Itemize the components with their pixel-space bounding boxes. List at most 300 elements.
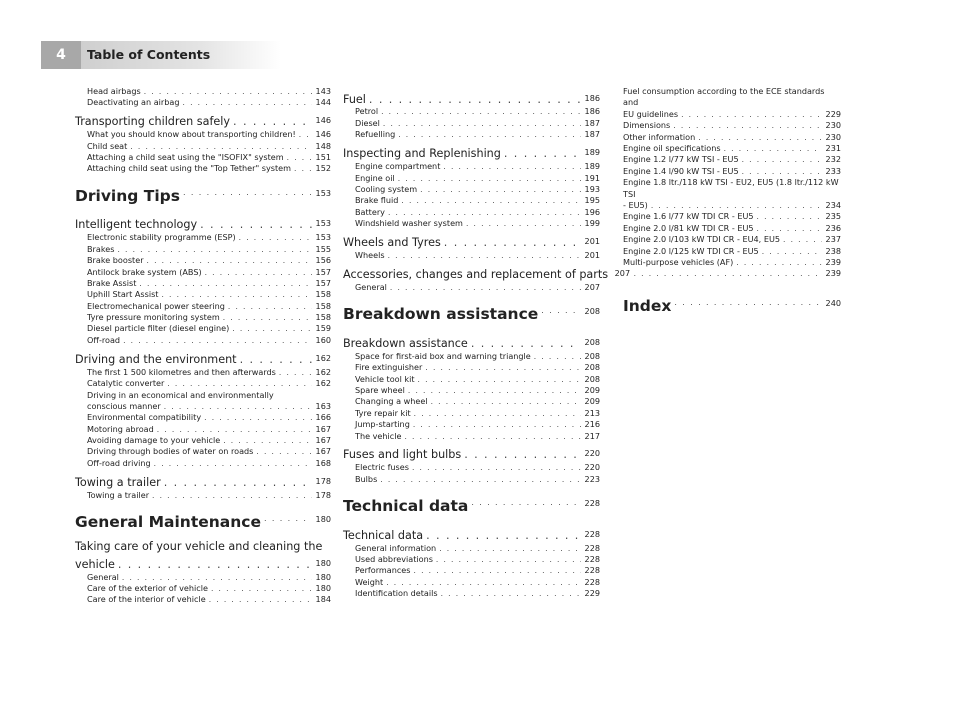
leader-dots [223,435,312,446]
toc-entry[interactable] [75,111,331,130]
toc-entry[interactable] [343,444,600,463]
leader-dots [287,152,312,163]
toc-entry[interactable] [75,214,331,233]
leader-dots [443,161,581,172]
toc-entry-title: Tyre pressure monitoring system [87,312,220,323]
toc-entry[interactable] [343,173,600,184]
toc-entry-title: Engine 1.8 ltr./118 kW TSI - EU2, EU5 (1.8 ltr./112 kW TSI [623,177,839,199]
toc-entry-title: Wheels [355,250,385,260]
toc-page-number: 234 [825,199,841,210]
toc-page-number: 187 [584,117,600,128]
toc-entry-title: Towing a trailer [75,475,161,489]
toc-page-number: 235 [825,211,841,222]
toc-page-number: 146 [315,129,331,140]
toc-entry[interactable] [343,543,600,554]
leader-dots [408,385,581,396]
leader-dots [431,396,581,407]
leader-dots [122,572,312,583]
toc-entry[interactable] [75,390,331,413]
leader-dots [464,448,581,461]
toc-page-number: 238 [825,245,841,256]
toc-entry-title: Engine compartment [355,161,441,172]
leader-dots [167,378,312,389]
toc-entry-title: General [355,281,387,292]
toc-entry-title: Dimensions [623,120,671,131]
toc-column-3 [623,86,841,324]
toc-entry[interactable] [343,408,600,419]
toc-entry[interactable] [623,294,841,317]
toc-section-heading: Driving Tips [75,186,180,205]
toc-entry-title: Battery [355,206,385,217]
toc-entry-title: Engine 2.0 l/81 kW TDI CR - EU5 [623,222,754,233]
toc-entry[interactable] [343,232,600,251]
toc-page-number: 228 [584,542,600,553]
toc-entry-title: Environmental compatibility [87,412,202,423]
toc-entry-title: Diesel [355,117,380,128]
toc-entry[interactable] [343,129,600,140]
toc-entry[interactable] [75,572,331,583]
toc-entry-title: Jump-starting [355,419,410,430]
toc-entry-title: Performances [355,565,411,576]
toc-section-heading: Index [623,296,672,315]
toc-page-number: 184 [315,594,331,605]
toc-page-number: 157 [315,277,331,288]
toc-entry[interactable] [75,412,331,423]
leader-dots [264,508,312,533]
leader-dots [205,267,312,278]
toc-entry[interactable] [623,211,841,222]
toc-page-number: 233 [825,165,841,176]
toc-entry[interactable] [343,419,600,430]
toc-page-number: 228 [584,528,600,539]
toc-page-number: 228 [584,498,600,509]
toc-entry-title: Care of the exterior of vehicle [87,583,208,594]
leader-dots [401,195,581,206]
toc-entry-title: The vehicle [355,430,402,441]
toc-entry[interactable] [623,166,841,177]
toc-entry[interactable] [343,462,600,473]
toc-page-number: 228 [584,576,600,587]
toc-entry-title: What you should know about transporting children! [87,129,296,140]
toc-entry-title: Motoring abroad [87,423,154,434]
toc-page-number: 196 [584,206,600,217]
toc-entry[interactable] [75,255,331,266]
toc-page-number: 230 [825,131,841,142]
toc-entry-title-continued: conscious manner [87,400,161,411]
toc-entry-title: Multi-purpose vehicles (AF) [623,256,734,267]
toc-entry-title: Engine 1.2 l/77 kW TSI - EU5 [623,154,739,165]
page-header [41,41,941,69]
toc-page-number: 191 [584,172,600,183]
leader-dots [144,86,312,97]
toc-page-number: 228 [584,565,600,576]
toc-entry[interactable] [75,86,331,97]
leader-dots [147,255,312,266]
toc-page-number: 162 [315,366,331,377]
toc-entry[interactable] [75,594,331,605]
toc-entry-title: Fuses and light bulbs [343,448,462,462]
toc-entry-title: Tyre repair kit [355,407,411,418]
toc-entry[interactable] [75,323,331,334]
toc-entry-title: Windshield washer system [355,218,463,229]
toc-entry-title: Care of the interior of vehicle [87,594,206,605]
toc-entry-title: Attaching child seat using the "Top Tether" system [87,163,292,174]
toc-entry[interactable] [75,348,331,367]
toc-entry[interactable] [343,577,600,588]
toc-entry-title: Electric fuses [355,462,409,473]
toc-entry[interactable] [343,184,600,195]
toc-column-1 [75,86,331,606]
leader-dots [398,129,581,140]
toc-column-2 [343,86,631,600]
toc-entry-title: Identification details [355,588,438,599]
toc-page-number: 143 [315,85,331,96]
toc-page-number: 153 [315,218,331,229]
toc-entry[interactable] [343,431,600,442]
toc-page-number: 217 [584,430,600,441]
toc-entry-title: Towing a trailer [87,489,150,500]
toc-entry[interactable] [343,332,600,351]
leader-dots [152,490,312,501]
leader-dots [211,583,312,594]
leader-dots [123,335,312,346]
leader-dots [412,462,581,473]
toc-page-number: 168 [315,457,331,468]
toc-entry[interactable] [75,367,331,378]
toc-page-number: 229 [825,108,841,119]
toc-entry-title: The first 1 500 kilometres and then afterwards [87,366,276,377]
leader-dots [626,268,822,279]
toc-page-number: 209 [584,384,600,395]
toc-entry[interactable] [75,583,331,594]
leader-dots [200,218,312,231]
toc-entry-title: Intelligent technology [75,218,198,232]
toc-page-number: 152 [315,163,331,174]
toc-entry[interactable] [343,263,631,282]
leader-dots [698,132,822,143]
toc-entry-title: Electronic stability programme (ESP) [87,232,236,243]
leader-dots [762,246,822,257]
leader-dots [388,207,581,218]
toc-page-number: 180 [315,514,331,525]
leader-dots [299,129,312,140]
toc-entry-title: Used abbreviations [355,554,433,565]
toc-entry[interactable] [343,107,600,118]
toc-entry[interactable] [75,458,331,469]
toc-entry-title: Antilock brake system (ABS) [87,266,202,277]
leader-dots [441,588,581,599]
toc-entry-title: Fuel [343,92,366,106]
toc-entry[interactable] [623,177,841,211]
toc-entry-title: Changing a wheel [355,396,428,407]
toc-entry-title-continued: vehicle [75,557,115,571]
leader-dots [398,173,581,184]
leader-dots [742,166,822,177]
toc-page-number: 236 [825,222,841,233]
toc-entry-title: Driving and the environment [75,352,237,366]
toc-page-number: 178 [315,489,331,500]
toc-entry[interactable] [623,86,841,120]
toc-page-number: 207 [584,281,600,292]
toc-entry-title: Driving through bodies of water on roads [87,446,254,457]
toc-section-heading: General Maintenance [75,513,261,532]
toc-page-number: 167 [315,446,331,457]
leader-dots [228,301,312,312]
toc-page-number: 208 [584,350,600,361]
toc-page-number: 209 [584,396,600,407]
toc-page-number: 158 [315,312,331,323]
toc-entry[interactable] [343,362,600,373]
leader-dots [413,419,581,430]
toc-entry-title: General information [355,542,437,553]
toc-page-number: 239 [825,268,841,279]
leader-dots [157,424,312,435]
toc-entry-title: General [87,571,119,582]
toc-page-number: 223 [584,473,600,484]
toc-page-number: 199 [584,218,600,229]
toc-page-number: 208 [584,306,600,317]
toc-entry[interactable] [623,246,841,257]
toc-page-number: 156 [315,255,331,266]
toc-page-number: 148 [315,140,331,151]
toc-entry[interactable] [623,120,841,131]
leader-dots [117,244,312,255]
leader-dots [294,163,312,174]
toc-page-number: 166 [315,412,331,423]
toc-entry[interactable] [623,268,841,279]
toc-entry[interactable] [75,163,331,174]
toc-entry-title: Catalytic converter [87,378,165,389]
toc-page-number: 167 [315,423,331,434]
toc-entry-title: Breakdown assistance [343,336,468,350]
toc-page-number: 228 [584,554,600,565]
toc-page-number: 160 [315,334,331,345]
toc-page-number: 180 [315,571,331,582]
toc-entry[interactable] [343,161,600,172]
leader-dots [279,367,312,378]
toc-entry[interactable] [75,471,331,490]
toc-entry[interactable] [343,143,600,162]
toc-entry[interactable] [75,490,331,501]
leader-dots [504,147,581,160]
toc-entry[interactable] [343,474,600,485]
toc-entry[interactable] [623,223,841,234]
leader-dots [674,292,822,317]
leader-dots [139,278,312,289]
leader-dots [164,476,312,489]
toc-entry[interactable] [75,232,331,243]
toc-entry[interactable] [623,154,841,165]
toc-entry[interactable] [75,289,331,300]
toc-entry-title: Uphill Start Assist [87,289,159,300]
toc-entry-title: Avoiding damage to your vehicle [87,435,221,446]
toc-entry-title: Engine 1.4 l/90 kW TSI - EU5 [623,165,739,176]
toc-page-number: 186 [584,106,600,117]
toc-page-number: 216 [584,419,600,430]
toc-entry[interactable] [75,335,331,346]
toc-entry-title: Brakes [87,243,115,254]
toc-entry-title: Cooling system [355,183,418,194]
toc-entry-title: Off-road driving [87,457,151,468]
leader-dots [724,143,822,154]
toc-page-number: 180 [315,557,331,568]
toc-entry[interactable] [623,132,841,143]
toc-entry[interactable] [343,396,600,407]
toc-entry[interactable] [343,250,600,261]
toc-entry-title: Inspecting and Replenishing [343,147,501,161]
toc-page-number: 232 [825,154,841,165]
toc-entry[interactable] [75,244,331,255]
toc-page-number: 186 [584,92,600,103]
leader-dots [161,289,312,300]
toc-entry-title-continued: - EU5) [623,199,648,210]
leader-dots [390,282,581,293]
toc-entry[interactable] [75,540,331,572]
leader-dots [233,115,312,128]
toc-entry[interactable] [623,257,841,268]
toc-entry[interactable] [75,152,331,163]
toc-entry[interactable] [343,207,600,218]
toc-entry[interactable] [75,424,331,435]
toc-entry[interactable] [343,374,600,385]
toc-entry-title: Attaching a child seat using the "ISOFIX" system [87,152,284,163]
page-title: Table of Contents [87,47,211,62]
leader-dots [681,109,822,120]
toc-entry[interactable] [343,494,600,517]
leader-dots [209,594,312,605]
toc-section-heading: Technical data [343,497,469,516]
toc-entry[interactable] [343,554,600,565]
leader-dots [783,234,822,245]
toc-page-number: 144 [315,97,331,108]
leader-dots [239,232,312,243]
toc-entry-title: Transporting children safely [75,115,231,129]
toc-page-number: 229 [584,588,600,599]
leader-dots [383,118,581,129]
toc-page-number: 231 [825,142,841,153]
leader-dots [757,223,822,234]
toc-page-number: 220 [584,448,600,459]
toc-entry[interactable] [75,378,331,389]
toc-entry[interactable] [343,118,600,129]
toc-entry-title: Accessories, changes and replacement of parts [343,267,609,281]
leader-dots [369,93,581,106]
toc-entry[interactable] [343,385,600,396]
toc-page-number: 208 [584,373,600,384]
leader-dots [439,543,581,554]
toc-entry[interactable] [623,143,841,154]
toc-page-number: 230 [825,120,841,131]
toc-entry[interactable] [75,278,331,289]
toc-page-number: 180 [315,583,331,594]
toc-page-number: 193 [584,183,600,194]
toc-entry[interactable] [75,301,331,312]
toc-page-number: 213 [584,407,600,418]
leader-dots [444,236,581,249]
toc-entry[interactable] [343,218,600,229]
toc-entry-title: Wheels and Tyres [343,236,441,250]
toc-entry-title: Petrol [355,106,379,117]
leader-dots [757,211,822,222]
toc-entry[interactable] [75,141,331,152]
toc-section-heading: Breakdown assistance [343,305,539,324]
toc-entry-title: Deactivating an airbag [87,97,180,108]
toc-entry-title: Vehicle tool kit [355,373,415,384]
toc-entry[interactable] [343,588,600,599]
toc-entry[interactable] [75,447,331,458]
leader-dots [426,529,581,542]
leader-dots [204,412,312,423]
toc-page-number: 158 [315,289,331,300]
toc-entry[interactable] [343,282,600,293]
leader-dots [471,337,581,350]
leader-dots [183,97,313,108]
toc-page-number: 146 [315,115,331,126]
toc-entry-title: Fire extinguisher [355,362,423,373]
toc-entry[interactable] [343,351,600,362]
toc-entry-title: Fuel consumption according to the ECE standards and [623,86,825,108]
toc-page-number: 237 [825,234,841,245]
toc-entry[interactable] [343,565,600,576]
toc-entry[interactable] [623,234,841,245]
toc-entry[interactable] [343,524,600,543]
toc-entry[interactable] [75,184,331,207]
toc-page-number: 159 [315,323,331,334]
toc-entry[interactable] [343,195,600,206]
toc-page-number: 162 [315,352,331,363]
toc-entry-title-continued: EU guidelines [623,108,679,119]
leader-dots [256,446,312,457]
toc-page-number: 201 [584,250,600,260]
toc-entry-title: Engine oil [355,172,395,183]
toc-entry-title: Diesel particle filter (diesel engine) [87,323,230,334]
toc-entry[interactable] [343,302,600,325]
toc-entry-title: Electromechanical power steering [87,300,225,311]
leader-dots [420,184,581,195]
leader-dots [380,474,581,485]
toc-entry[interactable] [75,129,331,140]
toc-entry-title: Child seat [87,140,128,151]
toc-entry-title: Other information [623,131,696,142]
toc-entry[interactable] [75,510,331,533]
toc-entry-title: Space for first-aid box and warning triangle [355,350,531,361]
toc-page-number: 163 [315,400,331,411]
leader-dots [466,218,581,229]
toc-entry-title: Engine 1.6 l/77 kW TDI CR - EU5 [623,211,754,222]
leader-dots [223,312,312,323]
leader-dots [404,431,581,442]
leader-dots [388,250,581,261]
toc-entry-title: Brake Assist [87,277,137,288]
toc-entry[interactable] [75,312,331,323]
toc-entry-title: Head airbags [87,85,141,96]
leader-dots [118,558,312,571]
page-number: 4 [41,41,81,69]
toc-entry[interactable] [75,97,331,108]
toc-entry[interactable] [75,435,331,446]
leader-dots [742,154,822,165]
toc-page-number: 208 [584,362,600,373]
leader-dots [232,323,312,334]
toc-entry[interactable] [75,267,331,278]
toc-entry-title: Engine 2.0 l/125 kW TDI CR - EU5 [623,245,759,256]
leader-dots [154,458,312,469]
toc-page-number: 201 [584,236,600,247]
toc-entry[interactable] [343,88,600,107]
toc-entry-title: Engine 2.0 l/103 kW TDI CR - EU4, EU5 [623,234,781,245]
toc-page-number: 208 [584,336,600,347]
leader-dots [414,408,581,419]
